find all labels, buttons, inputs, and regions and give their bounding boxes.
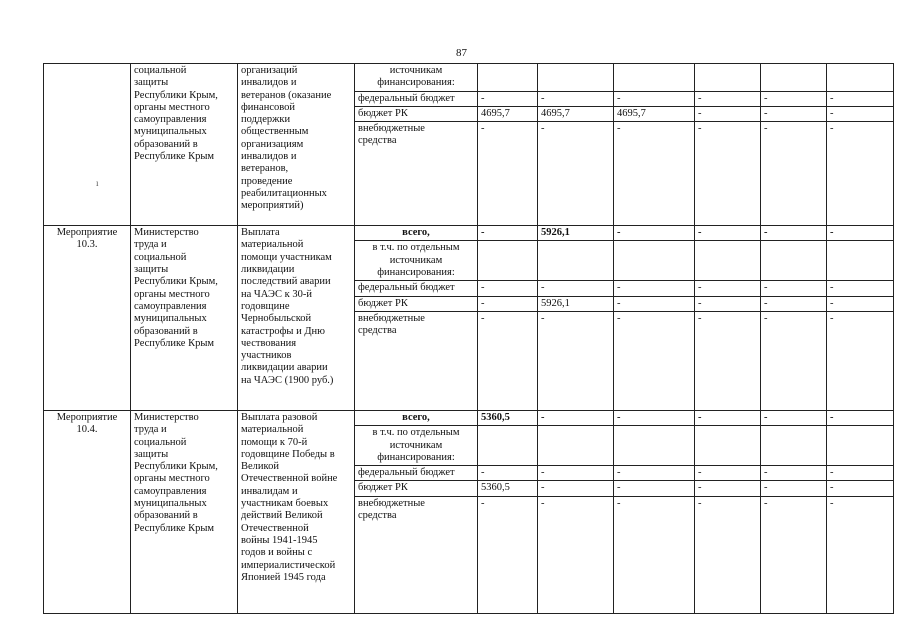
amount-cell: 5926,1 (538, 226, 614, 241)
financing-table (43, 63, 894, 614)
funding-source-label: источникам финансирования: (355, 64, 478, 92)
event-cell: Мероприятие 10.3. (44, 226, 131, 411)
amount-cell: - (761, 281, 827, 296)
event-cell (44, 64, 131, 226)
amount-cell: - (538, 281, 614, 296)
amount-cell: - (614, 122, 695, 226)
amount-cell: - (827, 481, 894, 496)
amount-cell: - (695, 106, 761, 121)
amount-cell: - (827, 226, 894, 241)
funding-source-label: бюджет РК (355, 481, 478, 496)
amount-cell: - (827, 122, 894, 226)
amount-cell (695, 426, 761, 466)
amount-cell (761, 241, 827, 281)
amount-cell: - (614, 496, 695, 613)
amount-cell: 4695,7 (614, 106, 695, 121)
amount-cell: - (695, 410, 761, 425)
amount-cell (695, 241, 761, 281)
amount-cell (827, 241, 894, 281)
funding-source-label: бюджет РК (355, 296, 478, 311)
amount-cell (827, 64, 894, 92)
amount-cell: - (478, 496, 538, 613)
amount-cell: - (695, 466, 761, 481)
funding-source-label: в т.ч. по отдельным источникам финансирования: (355, 426, 478, 466)
amount-cell: 4695,7 (538, 106, 614, 121)
amount-cell: 4695,7 (478, 106, 538, 121)
amount-cell (478, 64, 538, 92)
amount-cell: - (614, 91, 695, 106)
amount-cell: - (695, 481, 761, 496)
amount-cell (478, 426, 538, 466)
amount-cell: - (695, 281, 761, 296)
description-cell: организаций инвалидов и ветеранов (оказание финансовой поддержки общественным организациям инвалидов и ветеранов, проведение реабилитационных мероприятий) (238, 64, 355, 226)
amount-cell: - (538, 311, 614, 410)
amount-cell: - (538, 481, 614, 496)
amount-cell: - (761, 481, 827, 496)
amount-cell: - (761, 466, 827, 481)
amount-cell: - (761, 410, 827, 425)
amount-cell (614, 426, 695, 466)
amount-cell: - (827, 296, 894, 311)
amount-cell (614, 241, 695, 281)
funding-source-label: внебюджетные средства (355, 122, 478, 226)
amount-cell (538, 241, 614, 281)
amount-cell: - (695, 296, 761, 311)
amount-cell: - (761, 496, 827, 613)
amount-cell (614, 64, 695, 92)
amount-cell (761, 426, 827, 466)
amount-cell: - (614, 410, 695, 425)
amount-cell: - (761, 226, 827, 241)
description-cell: Выплата материальной помощи участникам ликвидации последствий аварии на ЧАЭС к 30-й годовщине Чернобыльской катастрофы и Дню чествования участников ликвидации аварии на ЧАЭС (1900 руб.) (238, 226, 355, 411)
amount-cell: - (538, 466, 614, 481)
funding-source-label: внебюджетные средства (355, 496, 478, 613)
amount-cell (538, 426, 614, 466)
funding-source-label: федеральный бюджет (355, 91, 478, 106)
amount-cell: - (761, 311, 827, 410)
table-row (44, 410, 894, 425)
amount-cell: - (478, 122, 538, 226)
amount-cell: 5360,5 (478, 410, 538, 425)
table-row (44, 64, 894, 92)
amount-cell: - (538, 496, 614, 613)
amount-cell: - (827, 496, 894, 613)
amount-cell: - (695, 91, 761, 106)
amount-cell: - (538, 91, 614, 106)
amount-cell: - (478, 296, 538, 311)
table-row (44, 226, 894, 241)
page-number: 87 (456, 47, 467, 59)
funding-source-label: всего, (355, 410, 478, 425)
amount-cell: - (614, 226, 695, 241)
amount-cell: - (538, 410, 614, 425)
executor-cell: социальной защиты Республики Крым, органы местного самоуправления муниципальных образований в Республике Крым (131, 64, 238, 226)
amount-cell: - (761, 296, 827, 311)
amount-cell: - (827, 311, 894, 410)
amount-cell (538, 64, 614, 92)
amount-cell (695, 64, 761, 92)
amount-cell: - (695, 311, 761, 410)
amount-cell: 5360,5 (478, 481, 538, 496)
funding-source-label: бюджет РК (355, 106, 478, 121)
funding-source-label: в т.ч. по отдельным источникам финансирования: (355, 241, 478, 281)
amount-cell: - (478, 311, 538, 410)
amount-cell (827, 426, 894, 466)
amount-cell (478, 241, 538, 281)
amount-cell: - (614, 296, 695, 311)
funding-source-label: федеральный бюджет (355, 281, 478, 296)
amount-cell: - (614, 481, 695, 496)
amount-cell: - (478, 226, 538, 241)
funding-source-label: внебюджетные средства (355, 311, 478, 410)
amount-cell: - (614, 466, 695, 481)
executor-cell: Министерство труда и социальной защиты Республики Крым, органы местного самоуправления муниципальных образований в Республике Крым (131, 226, 238, 411)
funding-source-label: всего, (355, 226, 478, 241)
event-cell: Мероприятие 10.4. (44, 410, 131, 613)
scan-mark: ı (96, 178, 99, 188)
amount-cell: - (614, 311, 695, 410)
amount-cell (761, 64, 827, 92)
amount-cell: 5926,1 (538, 296, 614, 311)
amount-cell: - (478, 91, 538, 106)
amount-cell: - (761, 91, 827, 106)
amount-cell: - (827, 410, 894, 425)
amount-cell: - (614, 281, 695, 296)
amount-cell: - (478, 281, 538, 296)
amount-cell: - (695, 496, 761, 613)
funding-source-label: федеральный бюджет (355, 466, 478, 481)
amount-cell: - (695, 122, 761, 226)
description-cell: Выплата разовой материальной помощи к 70-й годовщине Победы в Великой Отечественной войне инвалидам и участникам боевых действий Великой Отечественной войны 1941-1945 годов и войны с империалистической Японией 1945 года (238, 410, 355, 613)
amount-cell: - (761, 106, 827, 121)
amount-cell: - (695, 226, 761, 241)
amount-cell: - (827, 106, 894, 121)
executor-cell: Министерство труда и социальной защиты Республики Крым, органы местного самоуправления муниципальных образований в Республике Крым (131, 410, 238, 613)
amount-cell: - (761, 122, 827, 226)
amount-cell: - (827, 281, 894, 296)
amount-cell: - (478, 466, 538, 481)
amount-cell: - (538, 122, 614, 226)
amount-cell: - (827, 91, 894, 106)
amount-cell: - (827, 466, 894, 481)
